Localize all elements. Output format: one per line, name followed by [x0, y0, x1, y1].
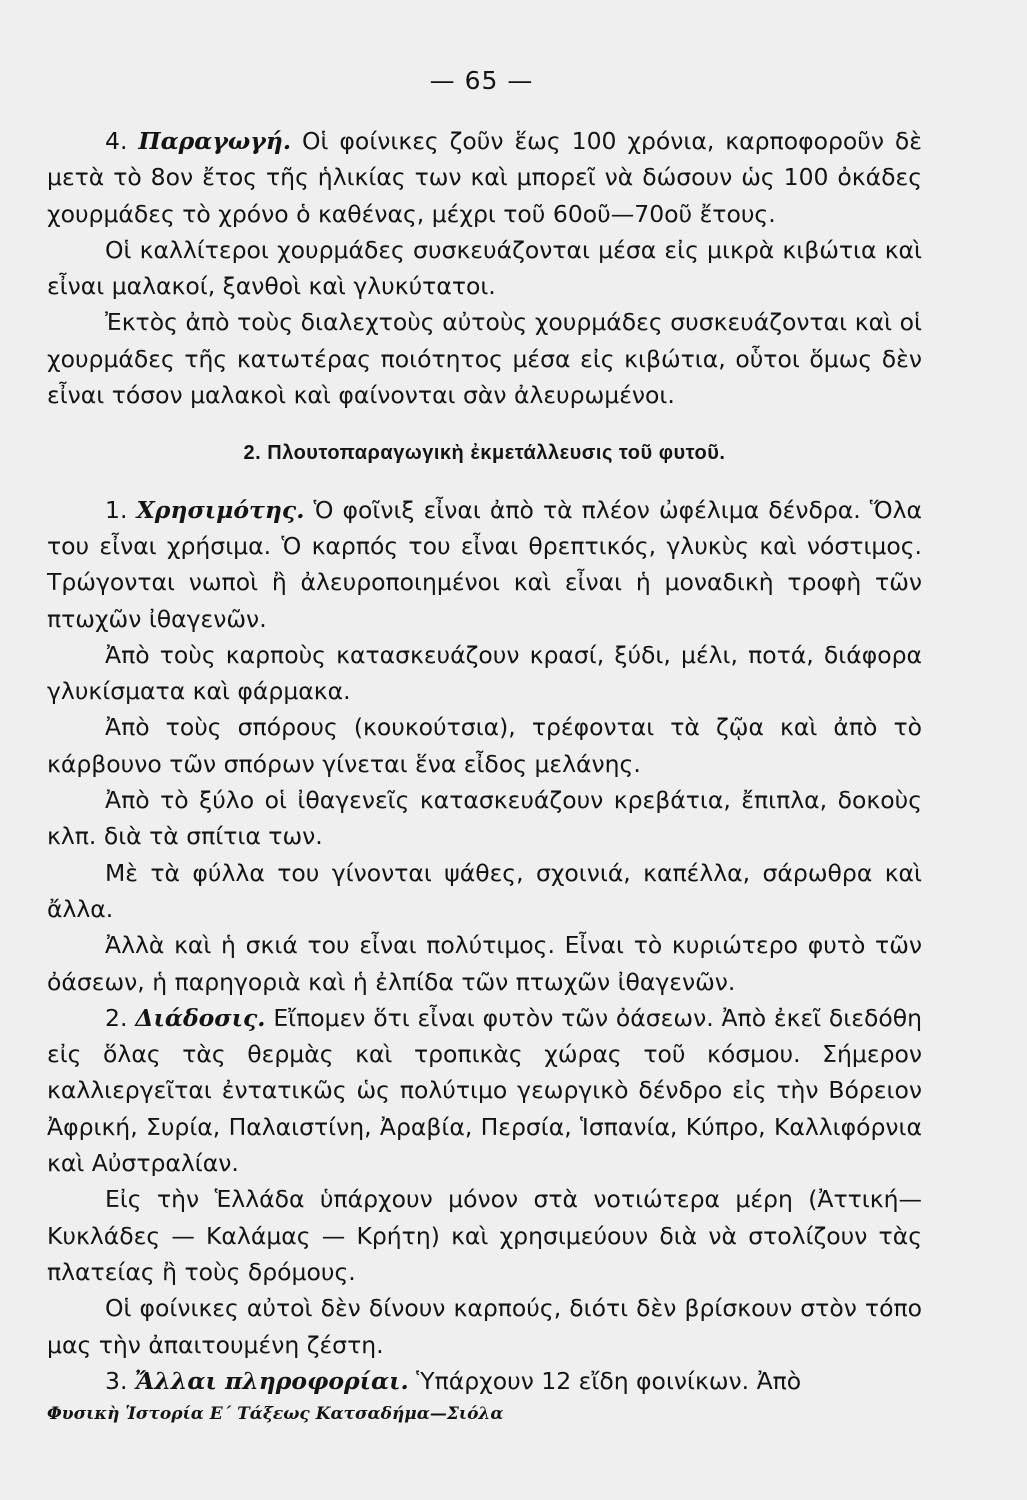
paragraph-other-info: [47, 1363, 922, 1399]
paragraph-production: [47, 123, 922, 232]
other-info-text: Ὑπάρχουν 12 εἴδη φοινίκων. Ἀπὸ: [416, 1366, 802, 1395]
other-info-number: 3.: [105, 1366, 128, 1395]
footer-book-title: Φυσικὴ Ἱστορία Ε΄ Τάξεως Κατσαδήμα—Σιόλα: [47, 1404, 504, 1424]
paragraph-usefulness: [47, 492, 922, 637]
production-text: Οἱ φοίνικες ζοῦν ἕως 100 χρόνια, καρποφοροῦν δὲ μετὰ τὸ 8ον ἔτος τῆς ἡλικίας των καὶ μπορεῖ νὰ δώσουν ὡς 100 ὀκάδες χουρμάδες τὸ χρόνο ὁ καθένας, μέχρι τοῦ 60οῦ—70οῦ ἔτους.: [47, 127, 922, 228]
paragraph: Ἀπὸ τοὺς σπόρους (κουκούτσια), τρέφονται τὰ ζῷα καὶ ἀπὸ τὸ κάρβουνο τῶν σπόρων γίνεται ἕνα εἶδος μελάνης.: [47, 713, 922, 778]
usefulness-heading: Χρησιμότης.: [136, 495, 305, 524]
page-number: — 65 —: [429, 66, 534, 95]
distribution-number: 2.: [105, 1003, 128, 1032]
paragraph: Οἱ φοίνικες αὐτοὶ δὲν δίνουν καρπούς, διότι δὲν βρίσκουν στὸν τόπο μας τὴν ἀπαιτουμένη ζέστη.: [47, 1294, 922, 1359]
usefulness-number: 1.: [105, 495, 128, 524]
distribution-heading: Διάδοσις.: [135, 1003, 266, 1032]
paragraph-distribution: [47, 1000, 922, 1181]
paragraph: Οἱ καλλίτεροι χουρμάδες συσκευάζονται μέσα εἰς μικρὰ κιβώτια καὶ εἶναι μαλακοί, ξανθοὶ καὶ γλυκύτατοι.: [47, 235, 922, 301]
paragraph: Ἀπὸ τοὺς καρποὺς κατασκευάζουν κρασί, ξύδι, μέλι, ποτά, διάφορα γλυκίσματα καὶ φάρμακα.: [47, 640, 922, 706]
body-text: [47, 123, 922, 1399]
section-heading: 2. Πλουτοπαραγωγικὴ ἐκμετάλλευσις τοῦ φυτοῦ.: [243, 442, 726, 465]
usefulness-text: Ὁ φοῖνιξ εἶναι ἀπὸ τὰ πλέον ὠφέλιμα δένδρα. Ὅλα του εἶναι χρήσιμα. Ὁ καρπός του εἶναι θρεπτικός, γλυκὺς καὶ νόστιμος. Τρώγονται νωποὶ ἢ ἀλευροποιημένοι καὶ εἶναι ἡ μοναδικὴ τροφὴ τῶν πτωχῶν ἰθαγενῶν.: [47, 495, 922, 633]
distribution-text: Εἴπομεν ὅτι εἶναι φυτὸν τῶν ὀάσεων. Ἀπὸ ἐκεῖ διεδόθη εἰς ὅλας τὰς θερμὰς καὶ τροπικὰς χώρας τοῦ κόσμου. Σήμερον καλλιεργεῖται ἐντατικῶς ὡς πολύτιμο γεωργικὸ δένδρο εἰς τὴν Βόρειον Ἀφρική, Συρία, Παλαιστίνη, Ἀραβία, Περσία, Ἱσπανία, Κύπρο, Καλλιφόρνια καὶ Αὐστραλίαν.: [47, 1003, 922, 1178]
production-heading: Παραγωγή.: [138, 127, 292, 155]
other-info-heading: Ἄλλαι πληροφορίαι.: [134, 1366, 409, 1395]
paragraph: Εἰς τὴν Ἑλλάδα ὑπάρχουν μόνον στὰ νοτιώτερα μέρη (Ἀττική— Κυκλάδες — Καλάμας — Κρήτη) καὶ χρησιμεύουν διὰ νὰ στολίζουν τὰς πλατείας ἢ τοὺς δρόμους.: [47, 1185, 922, 1286]
production-number: 4.: [105, 127, 128, 155]
paragraph: Ἀπὸ τὸ ξύλο οἱ ἰθαγενεῖς κατασκευάζουν κρεβάτια, ἔπιπλα, δοκοὺς κλπ. διὰ τὰ σπίτια των.: [47, 786, 922, 851]
paragraph: Ἐκτὸς ἀπὸ τοὺς διαλεχτοὺς αὐτοὺς χουρμάδες συσκευάζονται καὶ οἱ χουρμάδες τῆς κατωτέρας ποιότητος μέσα εἰς κιβώτια, οὗτοι ὅμως δὲν εἶναι τόσον μαλακοὶ καὶ φαίνονται σὰν ἀλευρωμένοι.: [47, 308, 922, 410]
paragraph: Ἀλλὰ καὶ ἡ σκιά του εἶναι πολύτιμος. Εἶναι τὸ κυριώτερο φυτὸ τῶν ὀάσεων, ἡ παρηγοριὰ καὶ ἡ ἐλπίδα τῶν πτωχῶν ἰθαγενῶν.: [47, 931, 922, 996]
paragraph: Μὲ τὰ φύλλα του γίνονται ψάθες, σχοινιά, καπέλλα, σάρωθρα καὶ ἄλλα.: [47, 858, 922, 923]
